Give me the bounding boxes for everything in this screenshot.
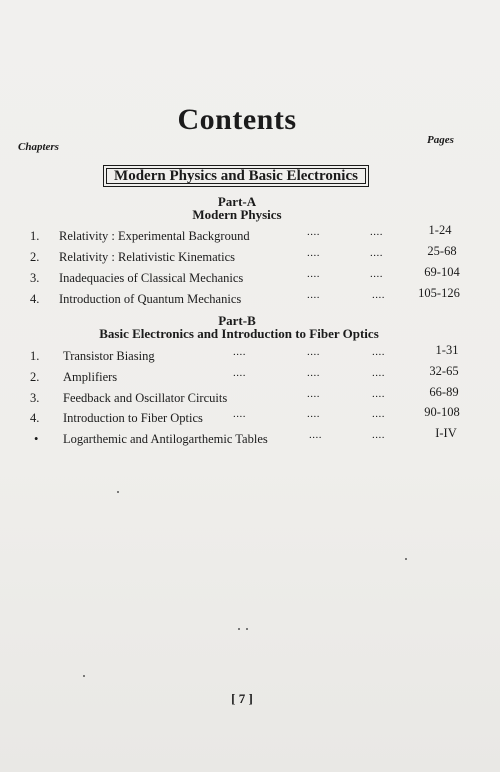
- dot-leader: ....: [307, 247, 320, 259]
- part-a-subtitle: Modern Physics: [192, 207, 282, 222]
- entry-number: 2.: [30, 250, 40, 264]
- toc-entry: [0, 286, 500, 310]
- entry-number: 3.: [30, 391, 40, 405]
- entry-number: 4.: [30, 411, 40, 425]
- entry-title: Transistor Biasing: [63, 349, 155, 363]
- scan-speck: [117, 491, 119, 493]
- pages-column-heading: Pages: [427, 134, 454, 146]
- part-b-subtitle: Basic Electronics and Introduction to Fiber Optics: [99, 326, 379, 341]
- entry-pages: 1-31: [435, 343, 459, 357]
- entry-title: Introduction of Quantum Mechanics: [59, 292, 242, 306]
- scan-speck: [238, 628, 240, 630]
- entry-pages: 25-68: [427, 244, 457, 258]
- dot-leader: ....: [233, 346, 246, 358]
- dot-leader: ....: [233, 408, 246, 420]
- dot-leader: ....: [307, 367, 320, 379]
- dot-leader: ....: [233, 367, 246, 379]
- entry-title: Inadequacies of Classical Mechanics: [59, 271, 244, 285]
- dot-leader: ....: [307, 226, 320, 238]
- entry-pages: 66-89: [429, 385, 459, 399]
- entry-number: 1.: [30, 349, 40, 363]
- entry-number: 2.: [30, 370, 40, 384]
- part-b-label: Part-B: [218, 313, 256, 328]
- entry-title: Feedback and Oscillator Circuits: [63, 391, 228, 405]
- entry-bullet: •: [34, 432, 39, 446]
- scan-speck: [246, 628, 248, 630]
- dot-leader: ....: [307, 408, 320, 420]
- entry-number: 3.: [30, 271, 40, 285]
- dot-leader: ....: [372, 429, 385, 441]
- entry-title: Relativity : Relativistic Kinematics: [59, 250, 236, 264]
- entry-number: 1.: [30, 229, 40, 243]
- entry-pages: 32-65: [429, 364, 459, 378]
- dot-leader: ....: [309, 429, 322, 441]
- dot-leader: ....: [372, 367, 385, 379]
- scan-speck: [83, 675, 85, 677]
- dot-leader: ....: [372, 408, 385, 420]
- dot-leader: ....: [370, 268, 383, 280]
- entry-pages: 105-126: [418, 286, 460, 300]
- scan-speck: [405, 558, 407, 560]
- section-title: Modern Physics and Basic Electronics: [103, 165, 369, 187]
- entry-title: Introduction to Fiber Optics: [63, 411, 203, 425]
- entry-pages: 90-108: [424, 405, 460, 419]
- entry-title: Logarthemic and Antilogarthemic Tables: [63, 432, 268, 446]
- chapters-column-heading: Chapters: [18, 141, 59, 153]
- dot-leader: ....: [307, 388, 320, 400]
- page-title: Contents: [177, 103, 297, 136]
- dot-leader: ....: [372, 289, 385, 301]
- dot-leader: ....: [370, 226, 383, 238]
- entry-pages: I-IV: [435, 426, 457, 440]
- entry-number: 4.: [30, 292, 40, 306]
- dot-leader: ....: [370, 247, 383, 259]
- entry-title: Amplifiers: [63, 370, 118, 384]
- part-a-label: Part-A: [217, 194, 257, 209]
- dot-leader: ....: [307, 268, 320, 280]
- dot-leader: ....: [307, 289, 320, 301]
- dot-leader: ....: [372, 346, 385, 358]
- dot-leader: ....: [372, 388, 385, 400]
- page-number: [ 7 ]: [231, 691, 253, 706]
- entry-pages: 1-24: [428, 223, 452, 237]
- dot-leader: ....: [307, 346, 320, 358]
- entry-title: Relativity : Experimental Background: [59, 229, 250, 243]
- toc-entry: [0, 426, 500, 450]
- entry-pages: 69-104: [424, 265, 460, 279]
